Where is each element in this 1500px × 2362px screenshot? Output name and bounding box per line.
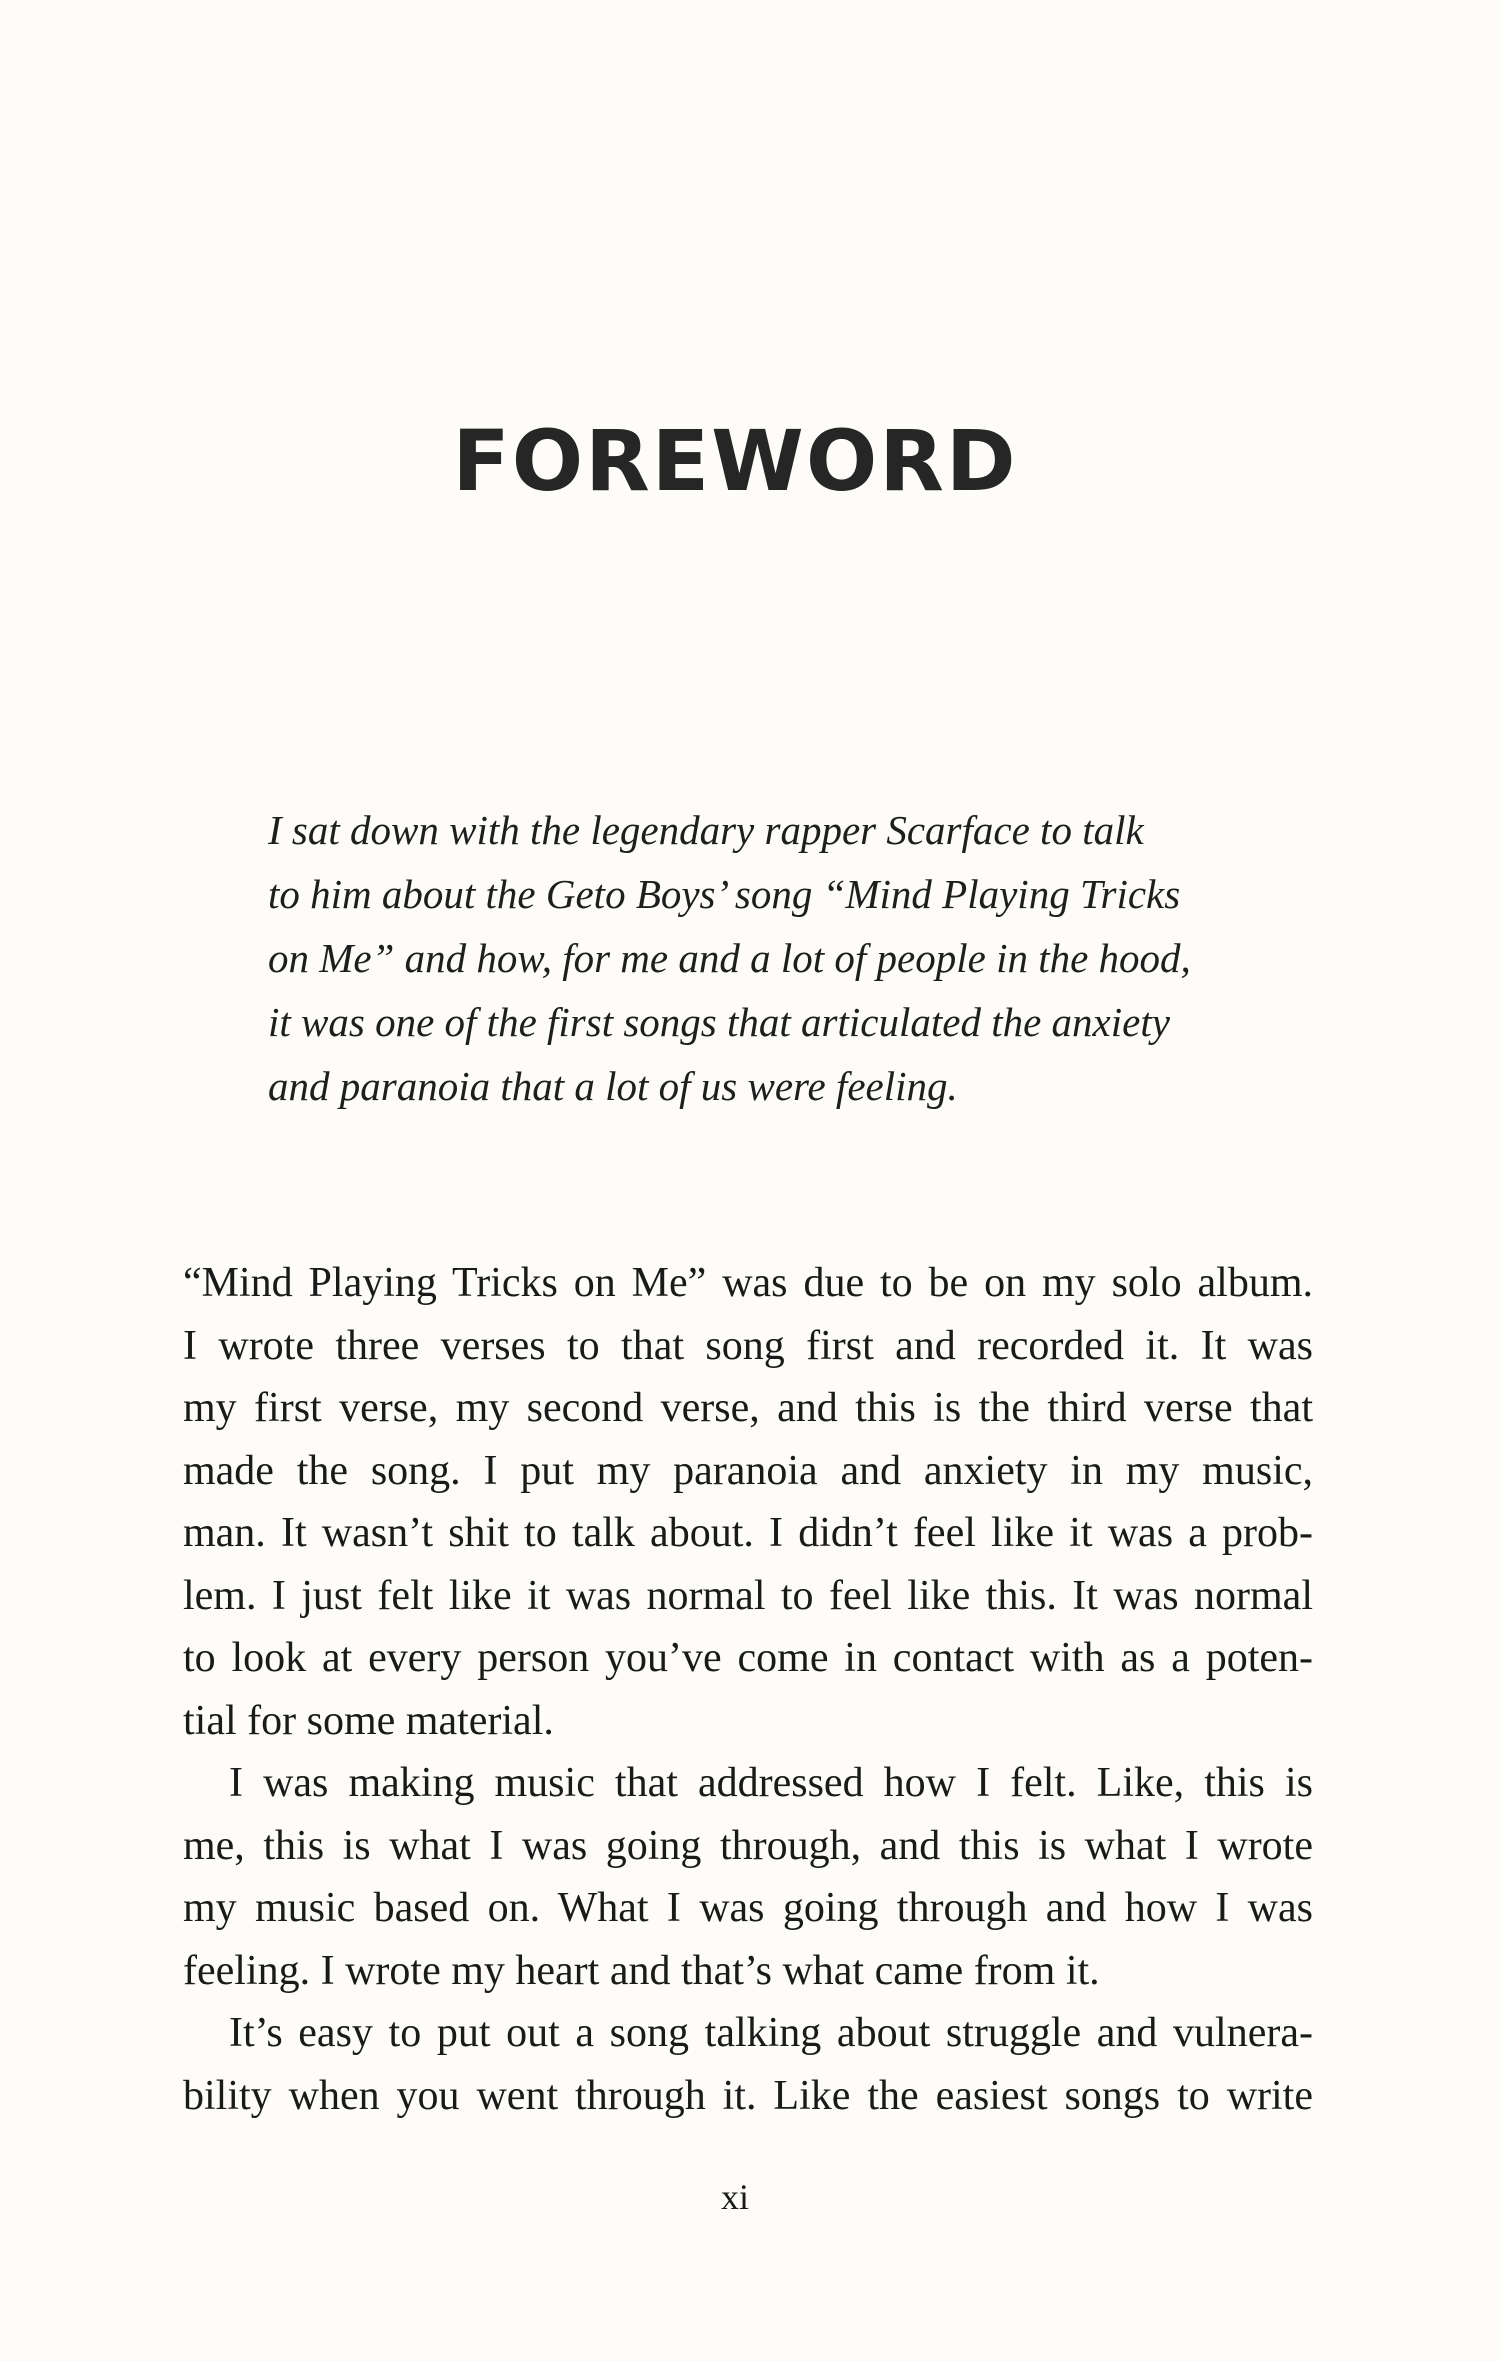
epigraph bbox=[268, 798, 1228, 1118]
page-number: xi bbox=[720, 2177, 749, 2217]
body-line: feeling. I wrote my heart and that’s what came from it. bbox=[183, 1947, 1100, 1994]
body-line: I was making music that addressed how I felt. Like, this is bbox=[229, 1760, 1313, 1806]
epigraph-line: I sat down with the legendary rapper Scarface to talk bbox=[268, 807, 1144, 853]
body-line: my music based on. What I was going through and how I was bbox=[183, 1885, 1313, 1931]
body-line: my first verse, my second verse, and this is the third verse that bbox=[183, 1385, 1313, 1431]
epigraph-line: to him about the Geto Boys’ song “Mind Playing Tricks bbox=[268, 871, 1181, 917]
epigraph-line: and paranoia that a lot of us were feeling. bbox=[268, 1063, 958, 1109]
epigraph-line: it was one of the first songs that articulated the anxiety bbox=[268, 999, 1170, 1045]
body-line: to look at every person you’ve come in contact with as a poten- bbox=[183, 1635, 1313, 1681]
body-line: tial for some material. bbox=[183, 1697, 554, 1744]
epigraph-line: on Me” and how, for me and a lot of people in the hood, bbox=[268, 935, 1191, 981]
body-text bbox=[183, 1252, 1313, 2127]
body-line: It’s easy to put out a song talking about struggle and vulnera- bbox=[229, 2010, 1313, 2056]
body-line: I wrote three verses to that song first and recorded it. It was bbox=[183, 1322, 1313, 1369]
body-line: “Mind Playing Tricks on Me” was due to be on my solo album. bbox=[183, 1260, 1313, 1306]
body-line: made the song. I put my paranoia and anxiety in my music, bbox=[183, 1447, 1313, 1494]
chapter-title: FOREWORD bbox=[452, 412, 1018, 510]
body-line: lem. I just felt like it was normal to feel like this. It was normal bbox=[183, 1572, 1313, 1619]
body-line: man. It wasn’t shit to talk about. I didn’t feel like it was a prob- bbox=[183, 1510, 1313, 1556]
body-line: me, this is what I was going through, and this is what I wrote bbox=[183, 1822, 1313, 1869]
body-line: bility when you went through it. Like the easiest songs to write bbox=[183, 2072, 1313, 2119]
